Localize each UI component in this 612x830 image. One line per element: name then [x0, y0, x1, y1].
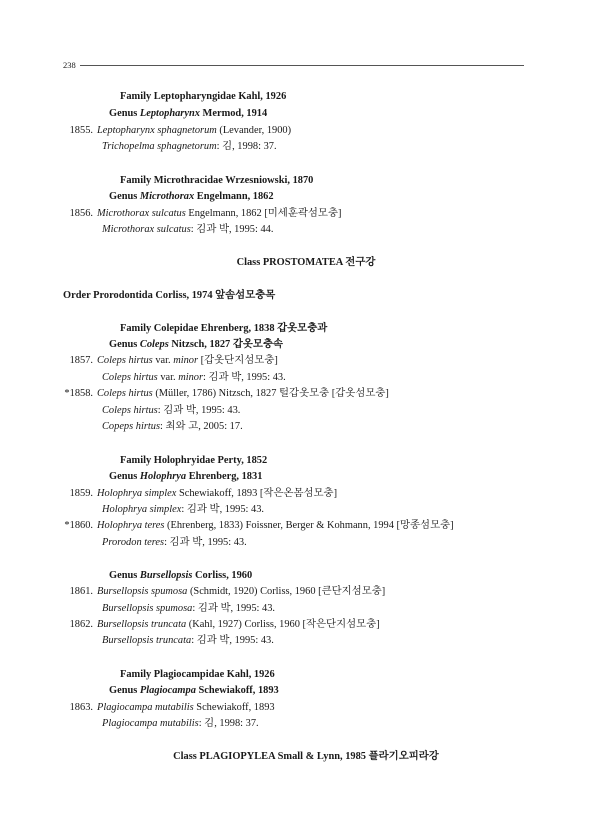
genus-heading: Genus Bursellopsis Corliss, 1960 [109, 570, 253, 581]
synonym-entry: Holophrya simplex: 김과 박, 1995: 43. [102, 504, 265, 515]
genus-heading: Genus Holophrya Ehrenberg, 1831 [109, 471, 263, 482]
species-entry: 1855. Leptopharynx sphagnetorum (Levander, 1900) [69, 125, 292, 136]
synonym-entry: Coleps hirtus var. minor: 김과 박, 1995: 43. [102, 372, 286, 383]
species-entry: 1859. Holophrya simplex Schewiakoff, 1893 [작은온몸섬모충] [69, 488, 338, 499]
species-entry: 1863. Plagiocampa mutabilis Schewiakoff, 1893 [69, 702, 275, 713]
header-rule [80, 65, 524, 66]
class-heading: Class PLAGIOPYLEA Small & Lynn, 1985 플라기오피라강 [173, 751, 439, 762]
species-entry: 1856. Microthorax sulcatus Engelmann, 1862 [미세훈곽섬모충] [69, 208, 342, 219]
species-entry: 1862. Bursellopsis truncata (Kahl, 1927) Corliss, 1960 [작은단지섬모충] [69, 619, 380, 630]
synonym-entry: Bursellopsis truncata: 김과 박, 1995: 43. [102, 635, 274, 646]
genus-heading: Genus Coleps Nitzsch, 1827 갑옷모충속 [109, 339, 284, 350]
synonym-entry: Prorodon teres: 김과 박, 1995: 43. [102, 537, 247, 548]
species-entry: *1858. Coleps hirtus (Müller, 1786) Nitzsch, 1827 털갑옷모충 [갑옷섬모충] [64, 388, 389, 399]
family-heading: Family Plagiocampidae Kahl, 1926 [120, 669, 275, 680]
synonym-entry: Plagiocampa mutabilis: 김, 1998: 37. [102, 718, 259, 729]
genus-heading: Genus Plagiocampa Schewiakoff, 1893 [109, 685, 279, 696]
family-heading: Family Colepidae Ehrenberg, 1838 갑옷모충과 [120, 323, 328, 334]
species-entry: *1860. Holophrya teres (Ehrenberg, 1833) Foissner, Berger & Kohmann, 1994 [망종섬모충] [64, 520, 454, 531]
synonym-entry: Trichopelma sphagnetorum: 김, 1998: 37. [102, 141, 277, 152]
genus-heading: Genus Microthorax Engelmann, 1862 [109, 191, 274, 202]
genus-heading: Genus Leptopharynx Mermod, 1914 [109, 108, 268, 119]
species-entry: 1861. Bursellopsis spumosa (Schmidt, 1920) Corliss, 1960 [큰단지섬모충] [69, 586, 386, 597]
synonym-entry: Bursellopsis spumosa: 김과 박, 1995: 43. [102, 603, 276, 614]
species-entry: 1857. Coleps hirtus var. minor [갑옷단지섬모충] [69, 355, 278, 366]
family-heading: Family Microthracidae Wrzesniowski, 1870 [120, 175, 314, 186]
family-heading: Family Leptopharyngidae Kahl, 1926 [120, 91, 287, 102]
synonym-entry: Copeps hirtus: 최와 고, 2005: 17. [102, 421, 243, 432]
synonym-entry: Microthorax sulcatus: 김과 박, 1995: 44. [102, 224, 274, 235]
class-heading: Class PROSTOMATEA 전구강 [236, 257, 376, 268]
family-heading: Family Holophryidae Perty, 1852 [120, 455, 268, 466]
page-number: 238 [63, 60, 76, 70]
synonym-entry: Coleps hirtus: 김과 박, 1995: 43. [102, 405, 241, 416]
order-heading: Order Prorodontida Corliss, 1974 앞솜섬모충목 [63, 290, 276, 301]
